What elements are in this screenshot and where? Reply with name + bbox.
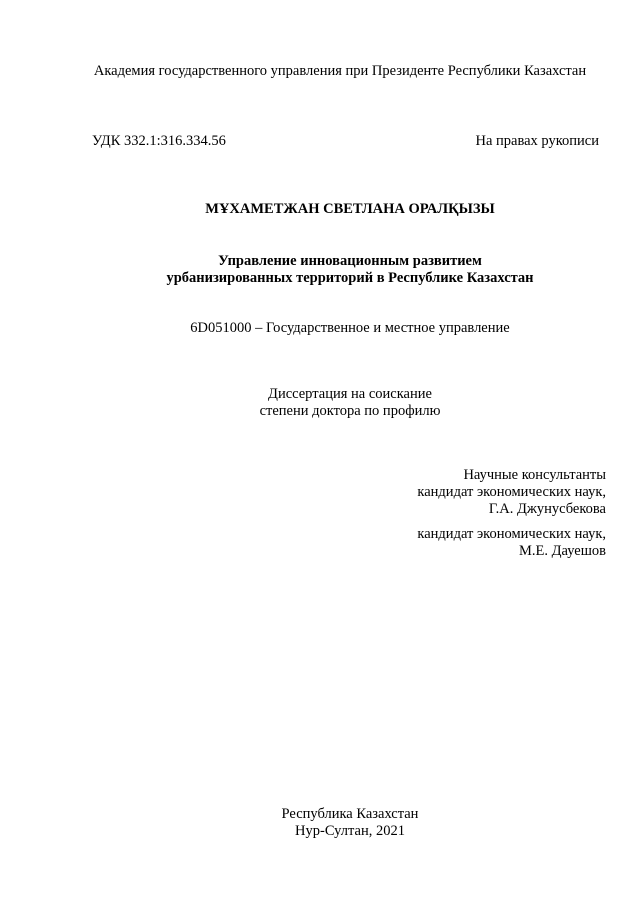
title-line-1: Управление инновационным развитием [218,253,482,269]
degree-line-1: Диссертация на соискание [268,386,432,402]
consultants-heading: Научные консультанты [463,467,606,483]
institution-name: Академия государственного управления при Президенте Республики Казахстан [93,63,587,79]
consultant-1-degree: кандидат экономических наук, [417,484,606,500]
dissertation-title [0,253,636,287]
degree-statement [0,386,636,420]
footer-place: Республика Казахстан [281,806,419,822]
specialty-code: 6D051000 – Государственное и местное управление [190,320,510,336]
author-name: МҰХАМЕТЖАН СВЕТЛАНА ОРАЛҚЫЗЫ [205,201,495,217]
consultants-spacer [417,518,606,526]
degree-line-2: степени доктора по профилю [259,403,441,419]
consultant-1-name: Г.А. Джунусбекова [488,501,606,517]
manuscript-rights: На правах рукописи [475,133,599,149]
consultant-2-degree: кандидат экономических наук, [417,526,606,542]
document-footer [0,806,636,840]
title-line-2: урбанизированных территорий в Республике Казахстан [166,270,534,286]
udk-code: УДК 332.1:316.334.56 [92,133,226,149]
scientific-consultants [417,467,606,560]
footer-city-year: Нур-Султан, 2021 [295,823,405,839]
consultant-2-name: М.Е. Дауешов [519,543,606,559]
